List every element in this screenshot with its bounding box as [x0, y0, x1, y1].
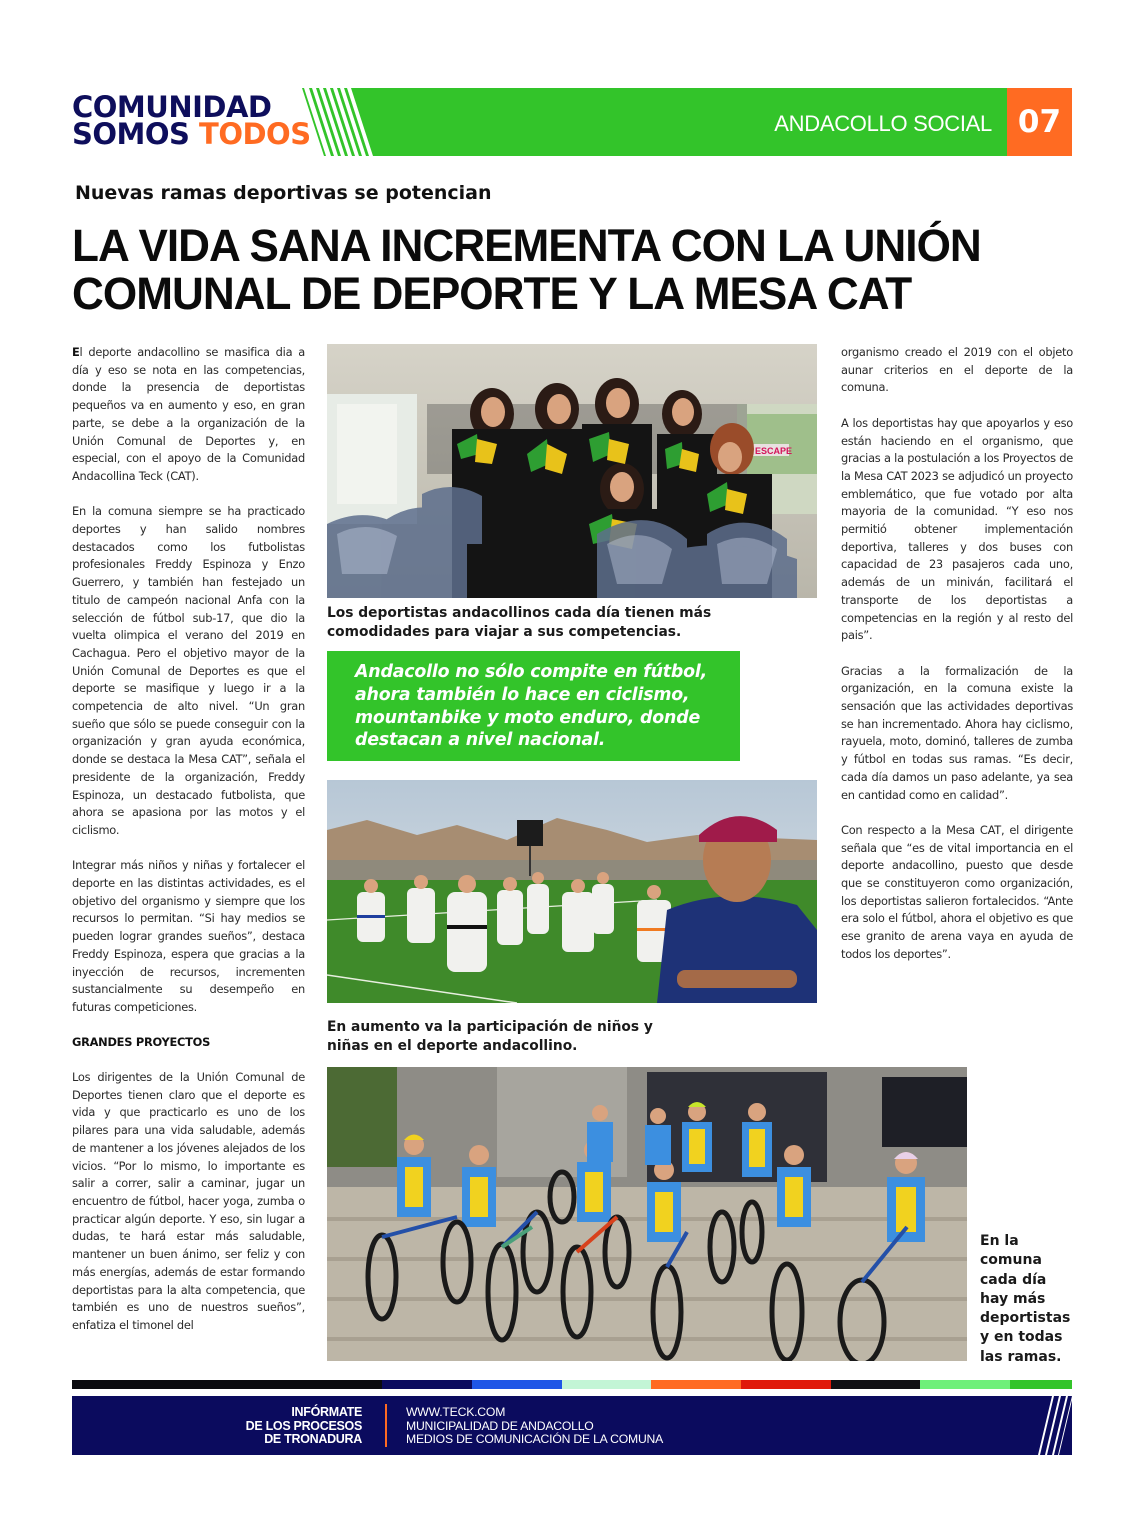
color-bar-segment — [472, 1380, 562, 1389]
color-bar-segment — [1010, 1380, 1072, 1389]
paragraph: organismo creado el 2019 con el objeto aunar criterios en el deporte de la comuna. — [841, 345, 1073, 395]
scoreboard — [517, 820, 543, 846]
escape-sign: ESCAPE — [755, 446, 793, 456]
publication-logo — [72, 90, 311, 151]
paragraph: En la comuna siempre se ha practicado deportes y han salido nombres destacados como los futbolistas profesionales Freddy Espinoza y Enzo Guerrero, y también han festejado un titulo de campeón nacional Anfa con la selección de fútbol sub-17, que dio la vuelta olimpica el verano del 2019 en Cachagua. Pero el objetivo mayor de la Unión Comunal de Deportes es que el deporte se masifique y luego ir a la competencia de alto nivel. “Un gran sueño que sólo se puede conseguir con la organización y gran ayuda económica, donde se destaca la Mesa CAT”, señala el presidente de la organización, Freddy Espinoza, un destacado futbolista, que ahora se apasiona por las motos y el ciclismo. — [72, 504, 305, 837]
pull-quote-box — [327, 651, 740, 761]
photo-caption-3: En la comuna cada día hay más deportistas y en todas las ramas. — [980, 1233, 1071, 1365]
drop-cap: E — [72, 345, 80, 359]
article-column-1 — [72, 344, 305, 1335]
article-column-3 — [841, 344, 1073, 981]
color-bar-segment — [651, 1380, 741, 1389]
section-label: ANDACOLLO SOCIAL — [774, 111, 992, 136]
paragraph: Con respecto a la Mesa CAT, el dirigente señala que “es de vital importancia en el deporte andacollino, puesto que desde que se constituyeron como organización, los deportistas salieron fortalecidos. “Ante era solo el fútbol, ahora el objetivo es que ese granito de arena vaya en ayuda de todos los deportes”. — [841, 822, 1073, 961]
logo-line-1: COMUNIDAD — [72, 90, 272, 124]
footer-banner — [72, 1396, 1072, 1455]
footer-divider — [385, 1404, 387, 1447]
paragraph: Gracias a la formalización de la organización, en la comuna existe la sensación que las actividades deportivas se han incrementado. Ahora hay ciclismo, rayuela, moto, dominó, talleres de zumba y fútbol en todas sus ramas. “Es decir, cada día damos un paso adelante, ya sea en cantidad como en calidad”. — [841, 663, 1073, 802]
paragraph: A los deportistas hay que apoyarlos y eso están haciendo en el organismo, que gracias a la postulación a los Proyectos de la Mesa CAT 2023 se adjudicó un proyecto emblemático, que fue votado por alta mayoria de la comunidad. “Y eso nos permitió obtener implementación deportiva, talleres y dos buses con capacidad de 23 pasajeros cada uno, además de un miniván, facilitará el transporte de los deportistas a competencias en la región y al resto del pais”. — [841, 415, 1073, 643]
logo-line-2 — [72, 117, 311, 151]
pull-quote-text: Andacollo no sólo compite en fútbol, ahora también lo hace en ciclismo, mountanbike y moto enduro, donde destacan a nivel nacional. — [355, 662, 708, 751]
photo-girls-in-bus — [327, 344, 817, 598]
footer-link-teck[interactable]: WWW.TECK.COM — [406, 1405, 506, 1419]
photo-caption-1: Los deportistas andacollinos cada día tienen más comodidades para viajar a sus competencias. — [327, 605, 712, 640]
headline-line-1: LA VIDA SANA INCREMENTA CON LA UNIÓN — [72, 220, 981, 271]
headline-line-2: COMUNAL DE DEPORTE Y LA MESA CAT — [72, 268, 912, 319]
color-bar-segment — [741, 1380, 831, 1389]
footer-sources — [406, 1406, 663, 1447]
page-number: 07 — [1007, 88, 1072, 156]
footer-tagline-line-2: DE LOS PROCESOS — [245, 1418, 362, 1433]
paragraph: Los dirigentes de la Unión Comunal de Deportes tienen claro que el deporte es vida y que practicarlo es uno de los pilares para una vida saludable, además de mantener a los jóvenes alejados de los vicios. “Por lo mismo, lo importante es salir a correr, salir a caminar, jugar un encuentro de fútbol, hacer yoga, zumba o practicar algún deporte. Y eso, sin lugar a dudas, te hará estar más saludable, mantener un buen ánimo, ser feliz y con más energías, además de estar formando deportistas para la alta competencia, que también es uno de nuestros sueños”, enfatiza el timonel del — [72, 1070, 305, 1332]
color-bar-segment — [831, 1380, 921, 1389]
paragraph: Integrar más niños y niñas y fortalecer el deporte en las distintas actividades, es el objetivo del organismo y siempre que los recursos lo permitan. “Si hay medios se pueden lograr grandes sueños”, destaca Freddy Espinoza, espera que gracias a la inyección de recursos, incrementen sustancialmente su desempeño en futuras competiciones. — [72, 858, 305, 1014]
color-bar-segment — [562, 1380, 652, 1389]
footer-municipalidad: MUNICIPALIDAD DE ANDACOLLO — [406, 1418, 594, 1433]
photo-karate-field — [327, 780, 817, 1003]
color-bar-segment — [920, 1380, 1010, 1389]
diagonal-stripes-decoration — [302, 88, 382, 156]
color-bar-segment — [72, 1380, 382, 1389]
section-subheading: GRANDES PROYECTOS — [72, 1035, 211, 1050]
footer-tagline-line-3: DE TRONADURA — [264, 1432, 362, 1446]
footer-tagline — [246, 1406, 362, 1447]
article-headline — [72, 222, 1062, 318]
logo-somos: SOMOS — [72, 117, 200, 151]
footer-medios: MEDIOS DE COMUNICACIÓN DE LA COMUNA — [406, 1432, 664, 1446]
footer-tagline-line-1: INFÓRMATE — [291, 1405, 362, 1419]
logo-todos: TODOS — [199, 117, 311, 151]
footer-stripes-decoration — [1038, 1396, 1072, 1455]
photo-kids-bicycles — [327, 1067, 967, 1361]
article-kicker: Nuevas ramas deportivas se potencian — [75, 182, 492, 204]
paragraph: El deporte andacollino se masifica dia a día y eso se nota en las competencias, donde la presencia de deportistas pequeños va en aumento y eso, en gran parte, se debe a la organización de la Unión Comunal de Deportes y, en especial, con el apoyo de la Comunidad Andacollina Teck (CAT). — [72, 345, 305, 483]
footer-color-bar — [72, 1380, 1072, 1389]
photo-caption-2: En aumento va la participación de niños y niñas en el deporte andacollino. — [327, 1019, 653, 1054]
color-bar-segment — [382, 1380, 472, 1389]
